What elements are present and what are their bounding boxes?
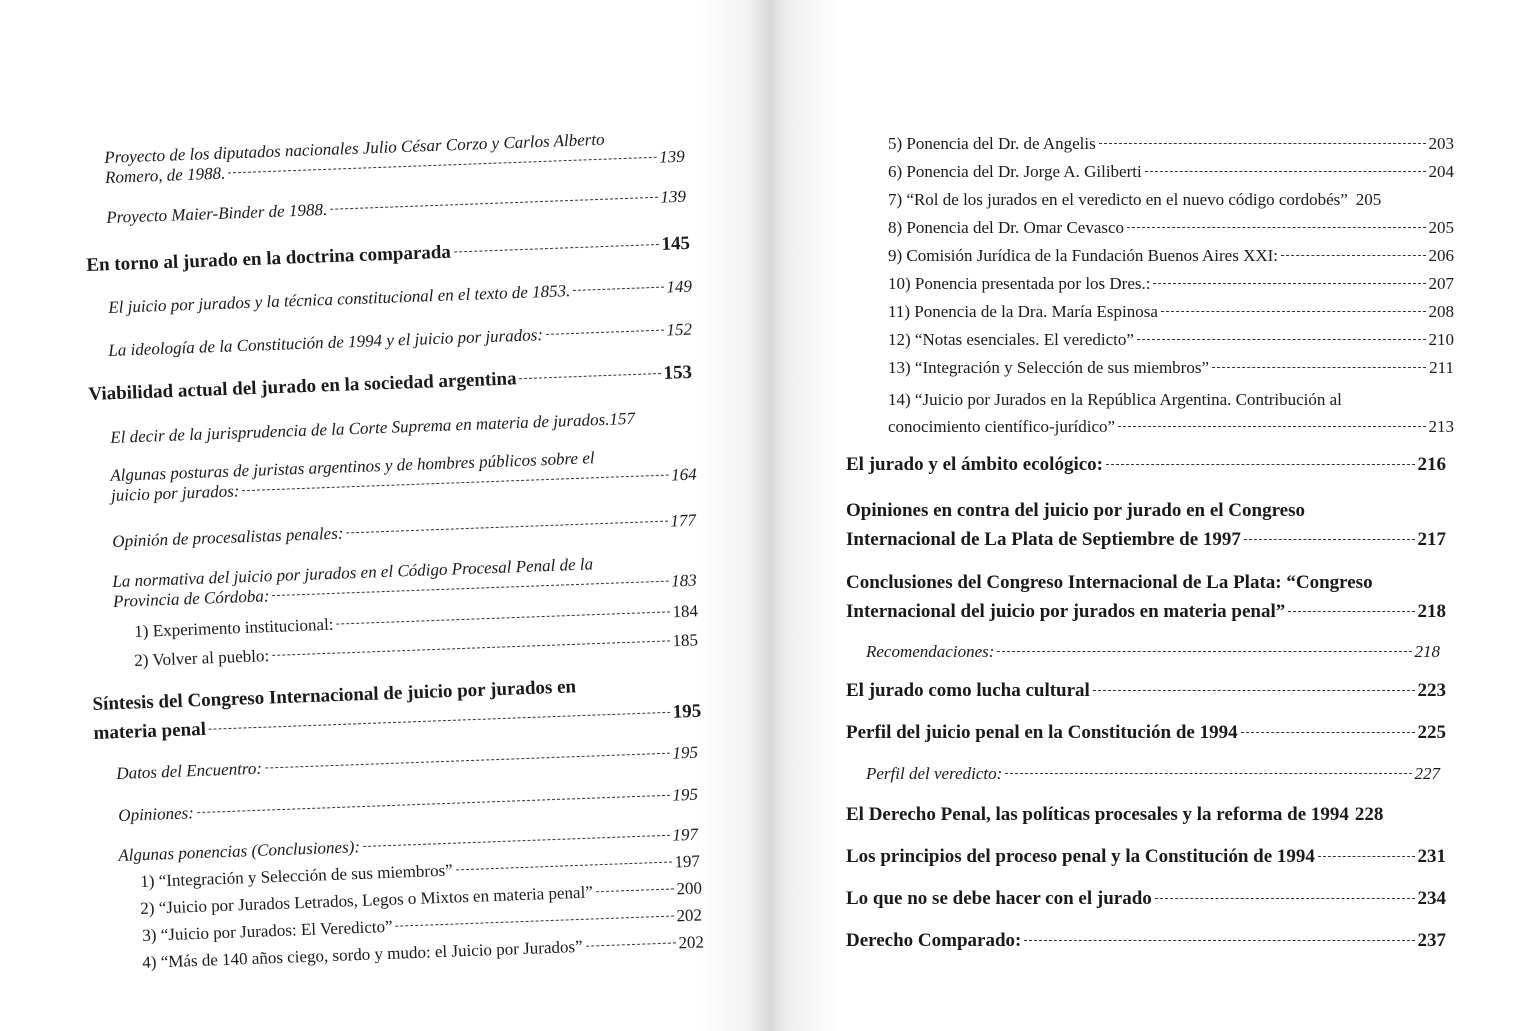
toc-chapter xyxy=(846,454,1446,476)
toc-entry-page: 185 xyxy=(672,630,699,651)
toc-entry xyxy=(110,406,708,448)
toc-entry-title: 1) “Integración y Selección de sus miembros” xyxy=(140,860,454,891)
toc-entry xyxy=(112,511,696,552)
toc-entry-page: 145 xyxy=(661,232,691,255)
toc-entry-title: 4) “Más de 140 años ciego, sordo y mudo: el Juicio por Jurados” xyxy=(142,936,583,972)
toc-chapter xyxy=(846,722,1446,744)
toc-entry-line1: Opiniones en contra del juicio por jurado en el Congreso xyxy=(846,500,1306,521)
toc-entry-title: Derecho Comparado: xyxy=(846,930,1022,951)
toc-entry xyxy=(888,190,1454,210)
toc-entry-page: 197 xyxy=(674,851,701,872)
toc-entry-title: Recomendaciones: xyxy=(866,642,995,661)
toc-entry-page: 184 xyxy=(672,601,699,622)
toc-entry-page: 217 xyxy=(1417,529,1446,551)
toc-entry-title: 10) Ponencia presentada por los Dres.: xyxy=(888,274,1151,293)
toc-entry-page: 234 xyxy=(1417,888,1446,909)
toc-entry xyxy=(888,134,1454,154)
toc-entry-title: 6) Ponencia del Dr. Jorge A. Giliberti xyxy=(888,162,1142,181)
toc-entry-title: 13) “Integración y Selección de sus miembros” xyxy=(888,358,1210,377)
toc-entry-page: 210 xyxy=(1428,330,1454,349)
toc-entry-page: 204 xyxy=(1428,162,1454,181)
toc-entry-page: 177 xyxy=(670,510,697,531)
toc-entry-page: 183 xyxy=(670,570,698,591)
toc-entry xyxy=(888,358,1454,378)
toc-entry-title: El Derecho Penal, las políticas procesales y la reforma de 1994 xyxy=(846,804,1349,825)
toc-entry-title: En torno al jurado en la doctrina comparada xyxy=(86,241,452,276)
toc-entry xyxy=(118,785,698,826)
toc-entry-title: conocimiento científico-jurídico” xyxy=(888,417,1116,437)
toc-entry-title: El juicio por jurados y la técnica constitucional en el texto de 1853. xyxy=(108,281,571,317)
toc-entry xyxy=(888,274,1454,294)
toc-entry-line1: 14) “Juicio por Jurados en la República Argentina. Contribución al xyxy=(888,390,1342,409)
toc-entry-title: 2) “Juicio por Jurados Letrados, Legos o Mixtos en materia penal” xyxy=(140,882,594,918)
toc-entry-page: 195 xyxy=(672,742,699,763)
toc-entry xyxy=(112,551,697,612)
toc-entry-page: 139 xyxy=(660,186,687,207)
toc-chapter xyxy=(846,568,1446,627)
toc-entry-page: 206 xyxy=(1428,246,1454,265)
toc-entry-title: materia penal xyxy=(93,719,207,745)
toc-entry xyxy=(888,246,1454,266)
toc-entry-title: Los principios del proceso penal y la Constitución de 1994 xyxy=(846,846,1315,867)
toc-chapter xyxy=(846,930,1446,952)
toc-chapter xyxy=(88,362,692,406)
toc-entry-title: 2) Volver al pueblo: xyxy=(134,646,270,670)
toc-entry-line1: Síntesis del Congreso Internacional de juicio por jurados en xyxy=(92,676,577,715)
toc-entry-title: 11) Ponencia de la Dra. María Espinosa xyxy=(888,302,1158,321)
toc-entry-page: 207 xyxy=(1428,274,1454,293)
toc-entry xyxy=(110,445,697,506)
toc-entry-page: 216 xyxy=(1417,454,1446,475)
toc-entry-line1: La normativa del juicio por jurados en el Código Procesal Penal de la xyxy=(112,554,594,591)
toc-entry xyxy=(106,187,686,228)
toc-entry xyxy=(888,302,1454,322)
toc-entry-page: 237 xyxy=(1417,930,1446,951)
toc-entry-title: 1) Experimento institucional: xyxy=(134,614,334,641)
toc-entry-page: 200 xyxy=(676,878,703,899)
right-page xyxy=(790,0,1536,1031)
toc-entry-line1: Algunas posturas de juristas argentinos y de hombres públicos sobre el xyxy=(110,448,595,485)
toc-entry-title: Opiniones: xyxy=(118,803,195,825)
toc-entry-page: 211 xyxy=(1429,358,1454,377)
toc-entry-page: 205 xyxy=(1428,218,1454,237)
toc-entry-title: juicio por jurados: xyxy=(110,481,240,505)
toc-entry-title: Internacional del juicio por jurados en materia penal” xyxy=(846,601,1286,623)
toc-entry-page: 153 xyxy=(663,361,693,384)
toc-entry-title: El jurado y el ámbito ecológico: xyxy=(846,454,1103,475)
toc-entry-page: 152 xyxy=(666,319,693,340)
toc-entry-page: 149 xyxy=(666,276,693,297)
toc-chapter xyxy=(846,680,1446,702)
toc-entry-page: 208 xyxy=(1428,302,1454,321)
toc-entry-page: 213 xyxy=(1428,417,1454,437)
toc-entry-page: 157 xyxy=(609,408,636,429)
toc-entry xyxy=(888,386,1454,440)
toc-entry xyxy=(866,642,1440,662)
toc-entry-line1: Conclusiones del Congreso Internacional de La Plata: “Congreso xyxy=(846,572,1373,593)
toc-entry-page: 202 xyxy=(678,932,705,953)
toc-entry-title: Perfil del juicio penal en la Constitución de 1994 xyxy=(846,722,1238,743)
toc-entry-title: Datos del Encuentro: xyxy=(116,758,263,783)
toc-chapter xyxy=(846,804,1450,826)
toc-entry-title: Romero, de 1988. xyxy=(104,163,226,187)
toc-entry-title: El jurado como lucha cultural xyxy=(846,680,1090,701)
toc-entry xyxy=(104,127,685,188)
toc-chapter xyxy=(846,496,1446,555)
toc-entry-title: Algunas ponencias (Conclusiones): xyxy=(118,837,361,865)
toc-entry-title: 8) Ponencia del Dr. Omar Cevasco xyxy=(888,218,1125,237)
toc-entry-page: 203 xyxy=(1428,134,1454,153)
toc-chapter xyxy=(92,668,702,749)
toc-entry-title: 5) Ponencia del Dr. de Angelis xyxy=(888,134,1096,153)
toc-entry-page: 205 xyxy=(1355,190,1382,209)
toc-chapter xyxy=(86,233,690,277)
toc-entry-page: 227 xyxy=(1414,764,1440,783)
toc-chapter xyxy=(846,888,1446,910)
toc-entry-title: El decir de la jurisprudencia de la Corte Suprema en materia de jurados. xyxy=(110,409,610,447)
toc-entry-title: Internacional de La Plata de Septiembre de 1997 xyxy=(846,529,1241,551)
toc-entry-page: 195 xyxy=(672,701,702,724)
left-page xyxy=(0,0,760,1031)
toc-entry-title: Opinión de procesalistas penales: xyxy=(112,523,344,551)
toc-entry xyxy=(888,330,1454,350)
toc-entry xyxy=(866,764,1440,784)
toc-entry-page: 228 xyxy=(1354,804,1384,825)
toc-entry xyxy=(888,162,1454,182)
toc-entry-page: 225 xyxy=(1417,722,1446,743)
toc-chapter xyxy=(846,846,1446,868)
toc-entry-page: 164 xyxy=(670,464,698,485)
toc-entry-title: 12) “Notas esenciales. El veredicto” xyxy=(888,330,1134,349)
toc-entry-page: 218 xyxy=(1414,642,1440,661)
toc-entry-page: 202 xyxy=(676,905,703,926)
toc-entry-line1: Proyecto de los diputados nacionales Julio César Corzo y Carlos Alberto xyxy=(104,129,605,167)
toc-entry-title: Perfil del veredicto: xyxy=(866,764,1003,783)
toc-entry-page: 195 xyxy=(672,784,699,805)
toc-entry-title: 3) “Juicio por Jurados: El Veredicto” xyxy=(142,916,393,945)
toc-entry-page: 231 xyxy=(1417,846,1446,867)
toc-entry-title: La ideología de la Constitución de 1994 y el juicio por jurados: xyxy=(108,325,544,360)
toc-entry-title: 7) “Rol de los jurados en el veredicto en el nuevo código cordobés” xyxy=(888,190,1348,209)
toc-entry xyxy=(108,277,692,318)
toc-entry-title: Proyecto Maier-Binder de 1988. xyxy=(106,199,328,227)
toc-entry xyxy=(116,743,698,784)
toc-entry-title: Provincia de Córdoba: xyxy=(112,586,270,611)
toc-entry-page: 139 xyxy=(658,146,686,167)
toc-entry-title: Lo que no se debe hacer con el jurado xyxy=(846,888,1152,909)
toc-entry xyxy=(888,218,1454,238)
toc-entry xyxy=(108,320,692,361)
toc-entry-page: 218 xyxy=(1417,601,1446,623)
toc-entry-title: Viabilidad actual del jurado en la sociedad argentina xyxy=(88,368,517,405)
toc-entry-page: 197 xyxy=(672,824,699,845)
toc-entry-page: 223 xyxy=(1417,680,1446,701)
toc-entry-title: 9) Comisión Jurídica de la Fundación Buenos Aires XXI: xyxy=(888,246,1279,265)
